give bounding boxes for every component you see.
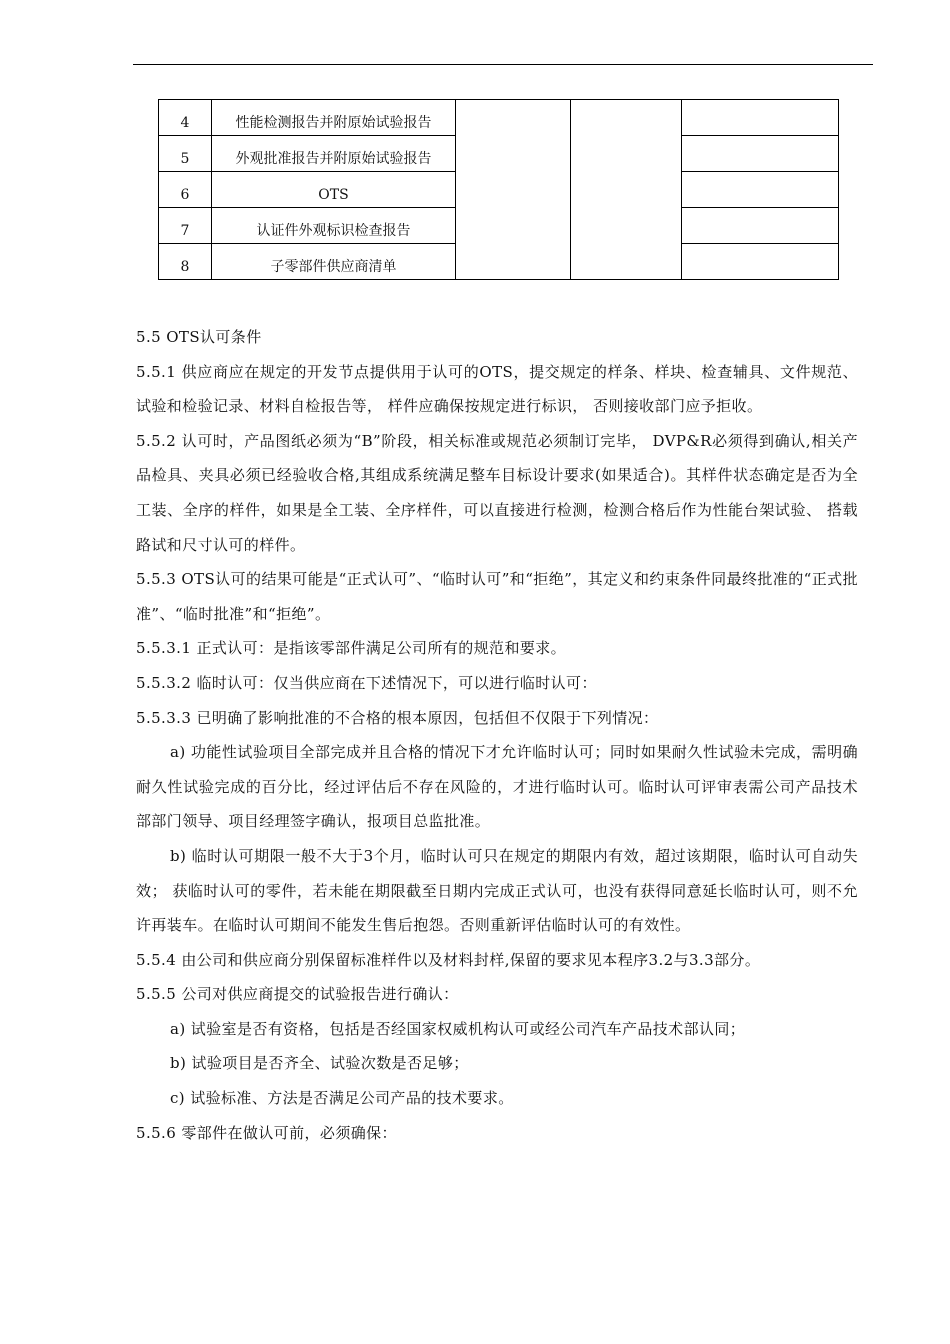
- empty-cell: [682, 100, 839, 136]
- empty-cell: [682, 172, 839, 208]
- empty-cell: [682, 136, 839, 172]
- row-number: 8: [159, 244, 212, 280]
- row-number: 6: [159, 172, 212, 208]
- list-item: c) 试验标准、方法是否满足公司产品的技术要求。: [170, 1089, 514, 1108]
- empty-cell: [682, 244, 839, 280]
- row-item: 性能检测报告并附原始试验报告: [212, 100, 456, 136]
- paragraph: 5.5.6 零部件在做认可前，必须确保：: [136, 1123, 397, 1142]
- paragraph: 5.5.3 OTS认可的结果可能是“正式认可”、“临时认可”和“拒绝”，其定义和约束条件同最终批准的“正式批准”、“临时批准”和“拒绝”。: [136, 570, 858, 623]
- row-number: 7: [159, 208, 212, 244]
- row-item: 子零部件供应商清单: [212, 244, 456, 280]
- merged-cell: [571, 100, 682, 280]
- body-text: [136, 320, 858, 1150]
- paragraph: 5.5.3.2 临时认可：仅当供应商在下述情况下，可以进行临时认可：: [136, 673, 597, 692]
- list-item: a) 试验室是否有资格，包括是否经国家权威机构认可或经公司汽车产品技术部认同；: [170, 1019, 746, 1038]
- document-table: [158, 99, 839, 280]
- list-item: b) 临时认可期限一般不大于3个月，临时认可只在规定的期限内有效，超过该期限，临时认可自动失效； 获临时认可的零件，若未能在期限截至日期内完成正式认可，也没有获得同意延长临时认可，则不允许再装车。在临时认可期间不能发生售后抱怨。否则重新评估临时认可的有效性。: [136, 846, 858, 935]
- row-item: 认证件外观标识检查报告: [212, 208, 456, 244]
- paragraph: 5.5.5 公司对供应商提交的试验报告进行确认：: [136, 985, 459, 1004]
- paragraph: 5.5.4 由公司和供应商分别保留标准样件以及材料封样,保留的要求见本程序3.2与3.3部分。: [136, 950, 761, 969]
- header-rule: [133, 64, 873, 65]
- paragraph: 5.5.3.3 已明确了影响批准的不合格的根本原因，包括但不仅限于下列情况：: [136, 708, 659, 727]
- empty-cell: [682, 208, 839, 244]
- row-number: 5: [159, 136, 212, 172]
- row-item: OTS: [212, 172, 456, 208]
- list-item: a) 功能性试验项目全部完成并且合格的情况下才允许临时认可；同时如果耐久性试验未完成，需明确耐久性试验完成的百分比，经过评估后不存在风险的，才进行临时认可。临时认可评审表需公司产品技术部部门领导、项目经理签字确认，报项目总监批准。: [136, 743, 858, 831]
- paragraph: 5.5.3.1 正式认可：是指该零部件满足公司所有的规范和要求。: [136, 639, 567, 658]
- merged-cell: [456, 100, 571, 280]
- paragraph: 5.5.2 认可时，产品图纸必须为“B”阶段，相关标准或规范必须制订完毕， DVP&R必须得到确认,相关产品检具、夹具必须已经验收合格,其组成系统满足整车目标设计要求(如果适合)。其样件状态确定是否为全工装、全序的样件，如果是全工装、全序样件，可以直接进行检测，检测合格后作为性能台架试验、 搭载路试和尺寸认可的样件。: [136, 431, 858, 554]
- list-item: b) 试验项目是否齐全、试验次数是否足够；: [170, 1054, 469, 1073]
- row-number: 4: [159, 100, 212, 136]
- row-item: 外观批准报告并附原始试验报告: [212, 136, 456, 172]
- section-heading: 5.5 OTS认可条件: [136, 328, 262, 346]
- table-row: [159, 100, 839, 136]
- paragraph: 5.5.1 供应商应在规定的开发节点提供用于认可的OTS，提交规定的样条、样块、检查辅具、文件规范、试验和检验记录、材料自检报告等， 样件应确保按规定进行标识， 否则接收部门应予拒收。: [136, 362, 858, 416]
